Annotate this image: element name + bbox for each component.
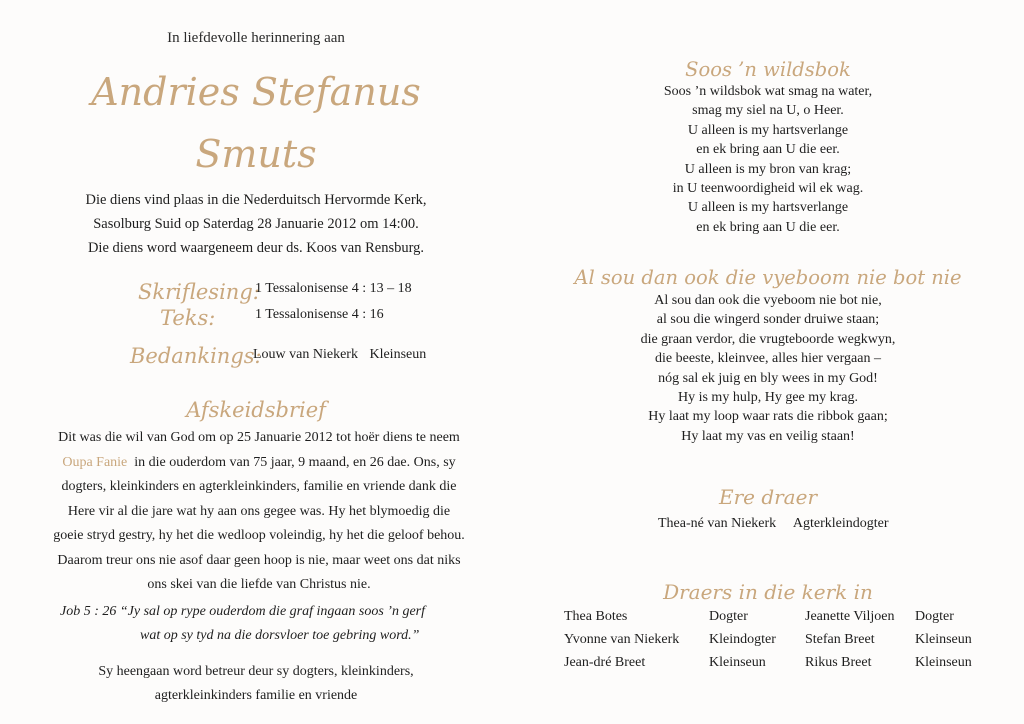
poem-line: smag my siel na U, o Heer. <box>692 103 844 119</box>
ere-draer-role: Agterkleindogter <box>792 516 889 531</box>
poem-line: Hy laat my vas en veilig staan! <box>681 428 855 444</box>
ere-draer-entry <box>658 516 903 532</box>
bedankings-role: Kleinseun <box>369 347 427 362</box>
table-row <box>564 632 985 655</box>
poem-line: Al sou dan ook die vyeboom nie bot nie, <box>654 293 882 308</box>
poem-line: die graan verdor, die vrugteboorde wegkwyn, <box>640 331 896 347</box>
deceased-name-line1: Andries Stefanus <box>91 70 421 114</box>
poem1-body <box>512 82 1024 237</box>
poem-line: die beeste, kleinvee, alles hier vergaan – <box>655 351 881 367</box>
letter-line: Dit was die wil van God om op 25 Januarie 2012 tot hoër diens te neem <box>58 430 460 445</box>
poem-line: nóg sal ek juig en bly wees in my God! <box>658 370 878 386</box>
right-page <box>512 0 1024 724</box>
bedankings-label: Bedankings: <box>130 344 262 368</box>
bearer-name: Rikus Breet <box>805 655 872 670</box>
poem2-title: Al sou dan ook die vyeboom nie bot nie <box>574 266 962 289</box>
letter-line: Here vir al die jare wat hy aan ons gegee was. Hy het blymoedig die <box>67 503 451 519</box>
bearer-name: Jean-dré Breet <box>564 655 646 670</box>
bearer-relation: Dogter <box>709 609 748 624</box>
table-row <box>564 655 985 678</box>
bearer-name: Yvonne van Niekerk <box>564 632 680 647</box>
oupa-name: Oupa Fanie <box>62 454 128 470</box>
ere-draer-title: Ere draer <box>718 485 818 509</box>
bearer-relation: Kleindogter <box>709 632 776 647</box>
job-verse-line2: wat op sy tyd na die dorsvloer toe gebring word.” <box>140 628 420 643</box>
draers-title: Draers in die kerk in <box>663 580 873 604</box>
poem2-body <box>512 291 1024 446</box>
bearer-name: Jeanette Viljoen <box>805 609 895 624</box>
closing-line: Sy heengaan word betreur deur sy dogters, kleinkinders, <box>98 664 414 679</box>
job-verse <box>60 600 480 648</box>
service-details <box>0 188 512 260</box>
skriflesing-label: Skriflesing: <box>138 280 260 304</box>
ere-draer-name: Thea-né van Niekerk <box>658 516 777 531</box>
afskeidsbrief-title: Afskeidsbrief <box>186 398 326 422</box>
job-verse-line1: Job 5 : 26 “Jy sal op rype ouderdom die graf ingaan soos ’n gerf <box>60 604 425 619</box>
service-line: Die diens word waargeneem deur ds. Koos van Rensburg. <box>87 240 425 256</box>
bearer-relation: Dogter <box>915 609 954 624</box>
bearer-name: Thea Botes <box>564 609 628 624</box>
poem-line: U alleen is my bron van krag; <box>684 161 852 177</box>
letter-line: dogters, kleinkinders en agterkleinkinders, familie en vriende dank die <box>61 479 457 494</box>
poem-line: Hy laat my loop waar rats die ribbok gaan; <box>648 409 888 425</box>
closing-line: agterkleinkinders familie en vriende <box>154 688 358 703</box>
service-line: Die diens vind plaas in die Nederduitsch Hervormde Kerk, <box>85 192 427 208</box>
poem-line: al sou die wingerd sonder druiwe staan; <box>656 312 880 328</box>
poem-line: in U teenwoordigheid wil ek wag. <box>672 181 864 197</box>
bedankings-value <box>253 347 434 363</box>
teks-label: Teks: <box>160 306 216 330</box>
letter-line <box>24 451 494 476</box>
bedankings-name: Louw van Niekerk <box>253 347 358 362</box>
poem1-title: Soos ’n wildsbok <box>685 58 851 81</box>
letter-line: ons skei van die liefde van Christus nie. <box>147 577 371 592</box>
poem-line: Soos ’n wildsbok wat smag na water, <box>663 84 873 99</box>
poem-line: Hy is my hulp, Hy gee my krag. <box>677 390 859 406</box>
closing-text <box>0 660 512 708</box>
letter-line: goeie stryd gestry, hy het die wedloop voleindig, hy het die geloof behou. <box>53 528 465 543</box>
bearer-relation: Kleinseun <box>915 632 972 647</box>
bearer-name: Stefan Breet <box>805 632 875 647</box>
service-line: Sasolburg Suid op Saterdag 28 Januarie 2012 om 14:00. <box>93 216 419 232</box>
intro-text: In liefdevolle herinnering aan <box>167 30 345 46</box>
poem-line: U alleen is my hartsverlange <box>687 122 849 138</box>
deceased-name-line2: Smuts <box>195 132 317 176</box>
letter-line-rest: in die ouderdom van 75 jaar, 9 maand, en 26 dae. Ons, sy <box>127 454 456 470</box>
draers-table <box>564 609 985 678</box>
poem-line: en ek bring aan U die eer. <box>696 142 840 158</box>
teks-value: 1 Tessalonisense 4 : 16 <box>255 307 384 322</box>
letter-line: Daarom treur ons nie asof daar geen hoop is nie, maar weet ons dat niks <box>57 552 461 568</box>
skriflesing-value: 1 Tessalonisense 4 : 13 – 18 <box>255 281 412 296</box>
table-row <box>564 609 985 632</box>
afskeidsbrief-text <box>24 426 494 598</box>
bearer-relation: Kleinseun <box>915 655 972 670</box>
bearer-relation: Kleinseun <box>709 655 766 670</box>
poem-line: U alleen is my hartsverlange <box>687 200 849 216</box>
poem-line: en ek bring aan U die eer. <box>696 219 840 235</box>
